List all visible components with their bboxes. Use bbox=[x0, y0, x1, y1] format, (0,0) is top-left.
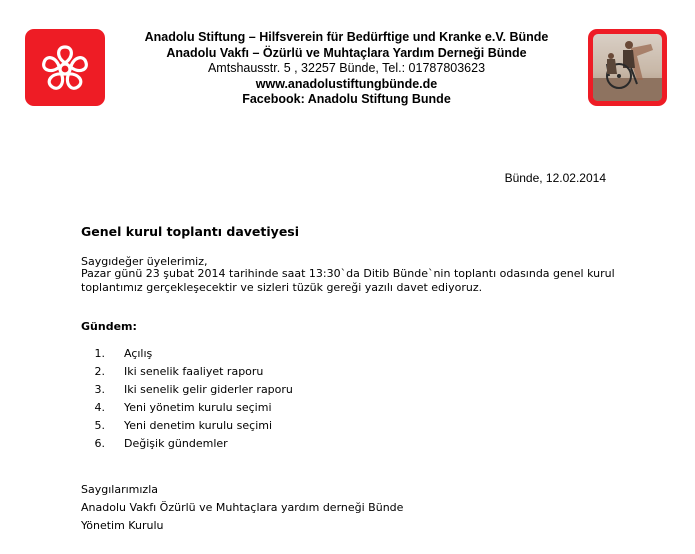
body-line: toplantımız gerçekleşecektir ve sizleri tüzük gereği yazılı davet ediyoruz. bbox=[81, 281, 483, 294]
flower-emblem-icon bbox=[39, 42, 91, 94]
agenda-heading: Gündem: bbox=[81, 320, 137, 333]
wheelchair-photo-icon bbox=[593, 34, 662, 101]
agenda-item bbox=[81, 435, 293, 453]
agenda-list bbox=[81, 345, 293, 453]
agenda-item-number: 4. bbox=[94, 401, 105, 414]
agenda-item-text: Değişik gündemler bbox=[124, 437, 228, 450]
org-name-turkish: Anadolu Vakfı – Özürlü ve Muhtaçlara Yardım Derneği Bünde bbox=[166, 45, 527, 60]
closing-signatory: Yönetim Kurulu bbox=[81, 519, 164, 532]
letter-title: Genel kurul toplantı davetiyesi bbox=[81, 224, 300, 239]
closing-greeting: Saygılarımızla bbox=[81, 483, 158, 496]
agenda-item-number: 2. bbox=[94, 365, 105, 378]
closing-organization: Anadolu Vakfı Özürlü ve Muhtaçlara yardım derneği Bünde bbox=[81, 501, 404, 514]
wheelchair-photo bbox=[588, 29, 667, 106]
agenda-item-number: 3. bbox=[94, 383, 105, 396]
agenda-item bbox=[81, 399, 293, 417]
agenda-item-text: Iki senelik gelir giderler raporu bbox=[124, 383, 293, 396]
agenda-item bbox=[81, 417, 293, 435]
body-line: Pazar günü 23 şubat 2014 tarihinde saat 13:30`da Ditib Bünde`nin toplantı odasında genel kurul bbox=[81, 267, 615, 280]
agenda-item-text: Iki senelik faaliyet raporu bbox=[124, 365, 264, 378]
salutation: Saygıdeğer üyelerimiz, bbox=[81, 255, 208, 268]
org-address: Amtshausstr. 5 , 32257 Bünde, Tel.: 01787803623 bbox=[207, 61, 486, 75]
agenda-item-number: 5. bbox=[94, 419, 105, 432]
agenda-item-number: 6. bbox=[94, 437, 105, 450]
agenda-item-text: Açılış bbox=[124, 347, 153, 360]
org-name-german: Anadolu Stiftung – Hilfsverein für Bedürftige und Kranke e.V. Bünde bbox=[144, 30, 549, 44]
agenda-item-text: Yeni yönetim kurulu seçimi bbox=[124, 401, 272, 414]
agenda-item bbox=[81, 363, 293, 381]
org-facebook: Facebook: Anadolu Stiftung Bunde bbox=[242, 92, 451, 106]
agenda-item-number: 1. bbox=[94, 347, 105, 360]
organization-logo bbox=[25, 29, 105, 106]
letterhead bbox=[110, 30, 583, 108]
letter-date: Bünde, 12.02.2014 bbox=[504, 171, 606, 185]
agenda-item-text: Yeni denetim kurulu seçimi bbox=[124, 419, 273, 432]
letter-closing bbox=[81, 481, 403, 535]
agenda-item bbox=[81, 345, 293, 363]
org-website: www.anadolustiftungbünde.de bbox=[255, 76, 438, 91]
letter-body bbox=[81, 267, 621, 295]
agenda-item bbox=[81, 381, 293, 399]
